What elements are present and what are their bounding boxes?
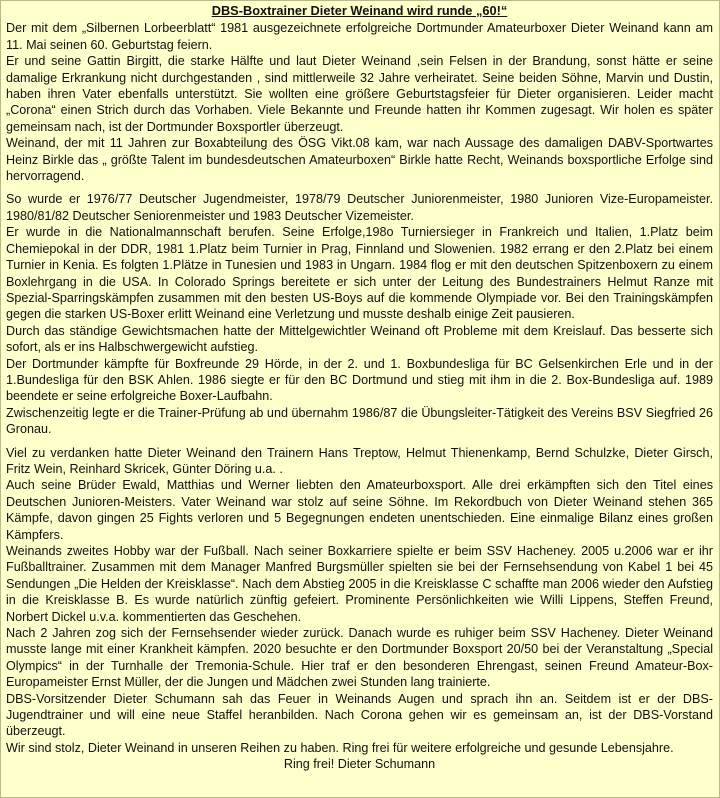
paragraph-national-team: Er wurde in die Nationalmannschaft berufen. Seine Erfolge,198o Turniersieger in Frankreich und Italien, 1.Platz beim Chemiepokal in der DDR, 1981 1.Platz beim Turnier in Prag, Finnland und Slowenien. 1982 errang er den 2.Platz bei einem Turnier in Kenia. Es folgten 1.Plätze in Tunesien und 1983 in Ungarn. 1984 flog er mit den deutschen Spitzenboxern zu einem Boxlehrgang in die USA. In Colorado Springs bereitete er sich unter der Leitung des Bundestrainers Helmut Ranze mit Spezial-Sparringskämpfen zusammen mit den besten US-Boys auf die kommende Olympiade vor. Bei den Trainingskämpfen gegen die starken US-Boxer erlitt Weinand eine Verletzung und musste deshalb einige Zeit pausieren. — [6, 225, 713, 322]
signature: Ring frei! Dieter Schumann — [283, 757, 436, 772]
paragraph-football: Weinands zweites Hobby war der Fußball. Nach seiner Boxkarriere spielte er beim SSV Hacheney. 2005 u.2006 war er ihr Fußballtrainer. Zusammen mit dem Manager Manfred Burgsmüller spielten sie bei der Fernsehsendung von Kabel 1 bei 45 Sendungen „Die Helden der Kreisklasse“. Nach dem Abstieg 2005 in die Kreisklasse C schaffte man 2006 wieder den Aufstieg in die Kreisklasse B. Es wurde natürlich zünftig gefeiert. Prominente Persönlichkeiten wie Willi Lippens, Steffen Freund, Norbert Dickel u.v.a. kommentierten das Geschehen. — [6, 544, 713, 624]
article-title: DBS-Boxtrainer Dieter Weinand wird runde „60!“ — [211, 3, 508, 18]
paragraph-clubs: Der Dortmunder kämpfte für Boxfreunde 29 Hörde, in der 2. und 1. Boxbundesliga für BC Gelsenkirchen Erle und in der 1.Bundesliga für den BSK Ahlen. 1986 siegte er für den BC Dortmund und stieg mit ihm in die 2. Box-Bundesliga auf. 1989 beendete er seine erfolgreiche Boxer-Laufbahn. — [6, 356, 713, 404]
paragraph-brothers: Auch seine Brüder Ewald, Matthias und Werner liebten den Amateurboxsport. Alle drei erkämpften sich den Titel eines Deutschen Junioren-Meisters. Vater Weinand war stolz auf seine Söhne. Im Rekordbuch von Dieter Weinand stehen 365 Kämpfe, davon gingen 25 Fights verloren und 5 Begegnungen endeten unentschieden. Eine einmalige Bilanz eines großen Kämpfers. — [6, 478, 713, 542]
paragraph-youth-trainer: DBS-Vorsitzender Dieter Schumann sah das Feuer in Weinands Augen und sprach ihn an. Seitdem ist er der DBS-Jugendtrainer und will eine neue Staffel heranbilden. Nach Corona gehen wir es gemeinsam an, ist der DBS-Vorstand überzeugt. — [6, 691, 713, 739]
paragraph-titles: So wurde er 1976/77 Deutscher Jugendmeister, 1978/79 Deutscher Juniorenmeister, 1980 Junioren Vize-Europameister. 1980/81/82 Deutscher Seniorenmeister und 1983 Deutscher Vizemeister. — [6, 192, 713, 223]
paragraph-family: Er und seine Gattin Birgitt, die starke Hälfte und laut Dieter Weinand ,sein Felsen in der Brandung, sonst hätte er seine damalige Erkrankung nicht durchgestanden , sind mittlerweile 32 Jahre verheiratet. Seine beiden Söhne, Marvin und Dustin, haben ihren Vater ebenfalls unterstützt. Sie wollten eine größere Geburtstagsfeier für Dieter organisieren. Leider macht „Corona“ einen Strich durch das Vorhaben. Viele Bekannte und Freunde hatten ihr Kommen zugesagt. Wir holen es später gemeinsam nach, ist der Dortmunder Boxsportler überzeugt. — [6, 54, 713, 134]
paragraph-weight-class: Durch das ständige Gewichtsmachen hatte der Mittelgewichtler Weinand oft Probleme mit dem Kreislauf. Das besserte sich sofort, als er ins Halbschwergewicht aufstieg. — [6, 323, 713, 355]
paragraph-later-years: Nach 2 Jahren zog sich der Fernsehsender wieder zurück. Danach wurde es ruhiger beim SSV Hacheney. Dieter Weinand musste lange mit einer Krankheit kämpfen. 2020 besuchte er den Dortmunder Boxsport 20/50 bei der Veranstaltung „Special Olympics“ in der Turnhalle der Tremonia-Schule. Hier traf er den besonderen Ehrengast, seinen Freund Amateur-Box-Europameister Ernst Müller, der die Jungen und Mädchen zwei Stunden lang trainierte. — [6, 626, 713, 690]
paragraph-closing: Wir sind stolz, Dieter Weinand in unseren Reihen zu haben. Ring frei für weitere erfolgreiche und gesunde Lebensjahre. — [6, 740, 674, 755]
paragraph-intro: Der mit dem „Silbernen Lorbeerblatt“ 1981 ausgezeichnete erfolgreiche Dortmunder Amateurboxer Dieter Weinand kann am 11. Mai seinen 60. Geburtstag feiern. — [6, 21, 713, 52]
paragraph-talent: Weinand, der mit 11 Jahren zur Boxabteilung des ÖSG Vikt.08 kam, war nach Aussage des damaligen DABV-Sportwartes Heinz Birkle das „ größte Talent im bundesdeutschen Amateurboxen“ Birkle hatte Recht, Weinands boxsportliche Erfolge sind hervorragend. — [6, 136, 713, 184]
paragraph-trainers: Viel zu verdanken hatte Dieter Weinand den Trainern Hans Treptow, Helmut Thienenkamp, Bernd Schulzke, Dieter Girsch, Fritz Wein, Reinhard Skricek, Günter Döring u.a. . — [6, 445, 713, 476]
paragraph-trainer-exam: Zwischenzeitig legte er die Trainer-Prüfung ab und übernahm 1986/87 die Übungsleiter-Tätigkeit des Vereins BSV Siegfried 26 Gronau. — [6, 405, 713, 437]
